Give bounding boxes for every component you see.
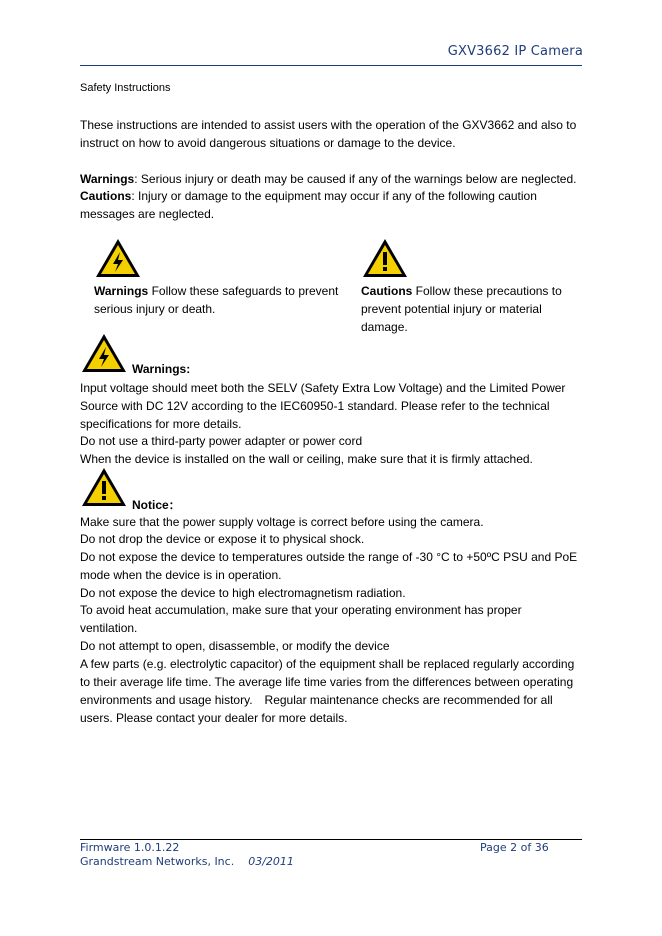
footer-firmware: Firmware 1.0.1.22 [80, 841, 180, 854]
intro-paragraph: These instructions are intended to assist users with the operation of the GXV3662 and also to instruct on how to avoid dangerous situations or damage to the device. [80, 118, 577, 150]
warnings-definition-text: : Serious injury or death may be caused if any of the warnings below are neglected. [134, 172, 577, 186]
warnings-heading: Warnings: [132, 362, 191, 376]
electric-shock-warning-icon [80, 332, 128, 374]
footer-company-name: Grandstream Networks, Inc. [80, 855, 235, 868]
notice-item: Do not drop the device or expose it to physical shock. [80, 532, 365, 546]
footer-page-number: Page 2 of 36 [480, 841, 549, 854]
footer-divider [80, 839, 582, 840]
cautions-definition-text: : Injury or damage to the equipment may occur if any of the following caution messages are neglected. [80, 189, 537, 221]
notice-item: Make sure that the power supply voltage is correct before using the camera. [80, 515, 484, 529]
footer-company [80, 855, 294, 868]
warnings-definition-label: Warnings [80, 172, 135, 186]
warnings-safeguard-text [94, 282, 350, 318]
cautions-precaution-description: Follow these precautions to prevent potential injury or material damage. [361, 284, 562, 334]
cautions-definition-label: Cautions [80, 189, 132, 203]
warning-item: When the device is installed on the wall or ceiling, make sure that it is firmly attached. [80, 452, 533, 466]
footer-date: 03/2011 [248, 855, 294, 868]
cautions-precaution-text [361, 282, 583, 336]
warnings-safeguard-label: Warnings [94, 284, 149, 298]
electric-shock-warning-icon [94, 237, 142, 279]
notice-item: Do not attempt to open, disassemble, or modify the device [80, 639, 390, 653]
notice-item: Do not expose the device to temperatures outside the range of -30 °C to +50ºC PSU and PoE mode when the device is in operation. [80, 550, 578, 582]
notice-item: To avoid heat accumulation, make sure that your operating environment has proper ventilation. [80, 603, 522, 635]
warnings-safeguard-description: Follow these safeguards to prevent serious injury or death. [94, 284, 339, 316]
notice-item: A few parts (e.g. electrolytic capacitor) of the equipment shall be replaced regularly according to their average life time. The average life time varies from the differences between operating environments and usage history. Regular maintenance checks are recommended for all users. Please contact your dealer for more details. [80, 657, 575, 725]
document-header-title: GXV3662 IP Camera [447, 44, 583, 59]
caution-exclamation-icon [361, 237, 409, 279]
header-divider [80, 65, 582, 66]
warning-item: Input voltage should meet both the SELV (Safety Extra Low Voltage) and the Limited Power Source with DC 12V according to the IEC60950-1 standard. Please refer to the technical specifications for more details. [80, 381, 566, 431]
cautions-definition [80, 187, 585, 223]
caution-exclamation-icon [80, 466, 128, 508]
warnings-definition [80, 170, 585, 188]
notice-heading: Notice： [132, 498, 181, 512]
cautions-precaution-label: Cautions [361, 284, 413, 298]
warning-item: Do not use a third-party power adapter or power cord [80, 434, 363, 448]
notice-item: Do not expose the device to high electromagnetism radiation. [80, 586, 406, 600]
section-title: Safety Instructions [80, 82, 171, 94]
